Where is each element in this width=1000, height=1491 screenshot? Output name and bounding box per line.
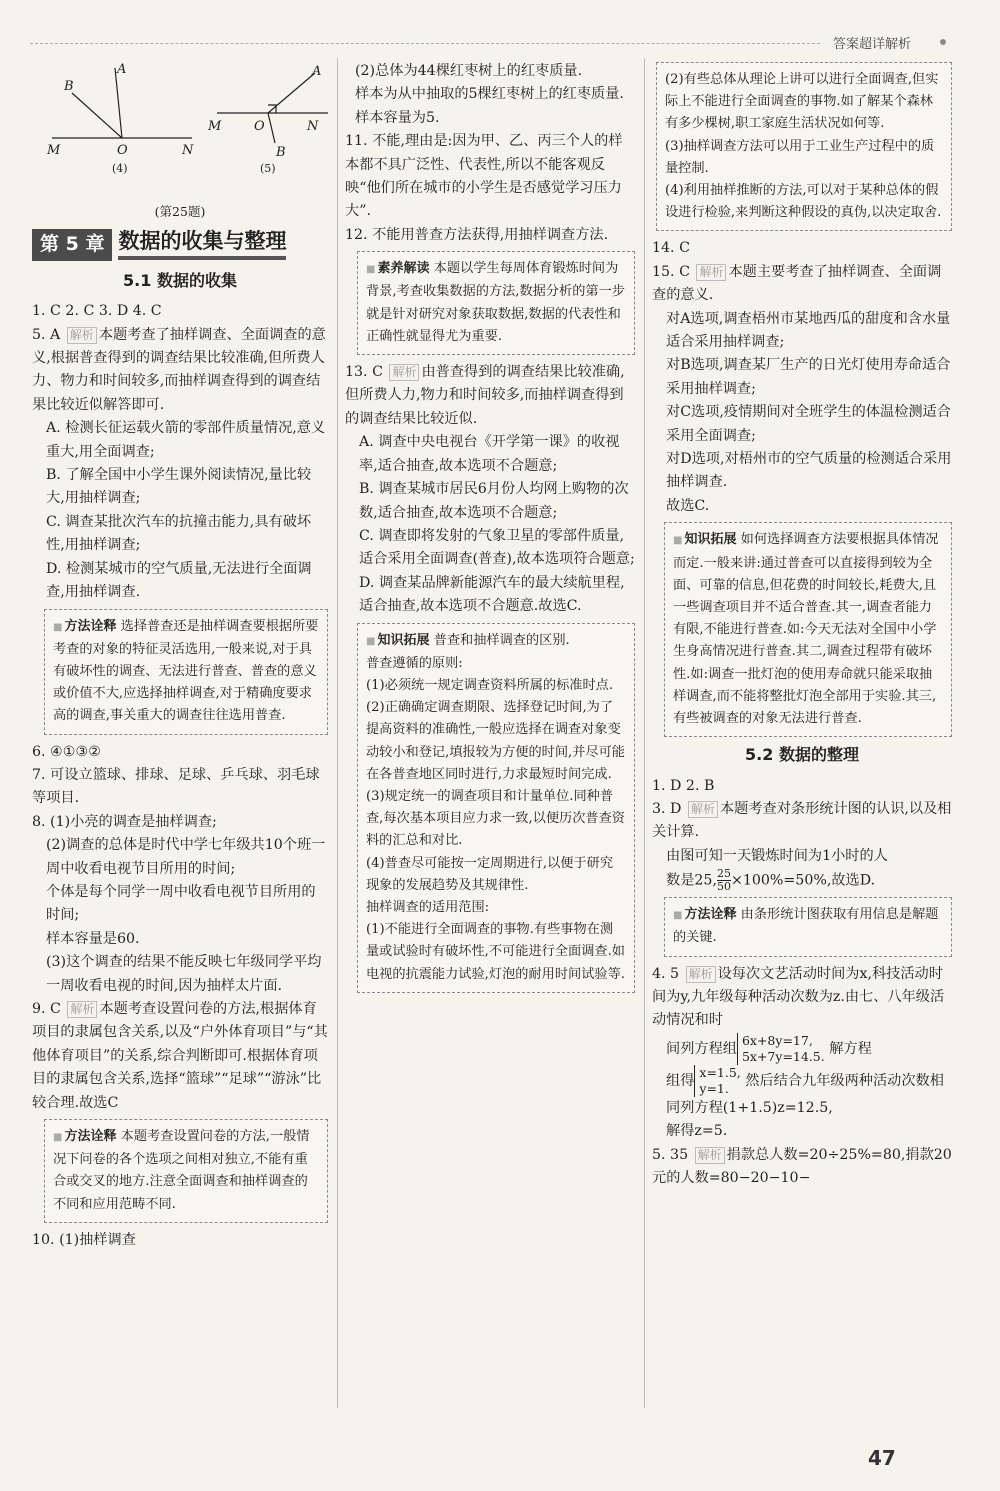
answer-line: 间列方程组 6x+8y=17, 5x+7y=14.5. 解方程 (666, 1032, 872, 1064)
point-label: A (312, 64, 322, 79)
answer-line: 1. C 2. C 3. D 4. C (32, 303, 162, 320)
figure-sublabel: (5) (260, 162, 276, 175)
answer-line: 解得z=5. (666, 1123, 728, 1140)
answer-line: (2)总体为44棵红枣树上的红枣质量. (355, 63, 583, 79)
answer-line: 对A选项,调查梧州市某地西瓜的甜度和含水量适合采用抽样调查; (666, 310, 951, 351)
box-text: (2)有些总体从理论上讲可以进行全面调查,但实际上不能进行全面调查的事物.如了解某个森林有多少棵树,职工家庭生活状况如何等. (665, 72, 939, 132)
geometry-figure (32, 58, 328, 208)
answer-line: 组得 x=1.5, y=1. 然后结合九年级两种活动次数相同列方程(1+1.5)z=12.5, (666, 1064, 944, 1116)
point-label: O (254, 119, 265, 134)
answer-item: 4. 5 解析 设每次文艺活动时间为x,科技活动时间为y,九年级每种活动次数为z.由七、八年级活动情况和时 (652, 965, 945, 1029)
point-label: B (64, 79, 74, 94)
box-text: 普查遵循的原则: (366, 655, 463, 671)
box-text: (4)普查尽可能按一定周期进行,以便于研究现象的发展趋势及其规律性. (366, 855, 614, 893)
answer-line: A. 检测长征运载火箭的零部件质量情况,意义重大,用全面调查; (46, 420, 326, 460)
box-title: ■ 知识拓展 (673, 532, 736, 547)
answer-item: 9. C 解析 本题考查设置问卷的方法,根据体育项目的隶属包含关系,以及“户外体育项目”与“其他体育项目”的关系,综合判断即可.根据体育项目的隶属包含关系,选择“篮球”“足球”“游泳”比较合理.故选C (32, 1000, 328, 1111)
section-title: 5.2 数据的整理 (745, 745, 859, 765)
box-text: 抽样调查的适用范围: (366, 899, 490, 915)
solution-system: x=1.5, y=1. (694, 1065, 740, 1097)
answer-line: 样本容量是60. (46, 930, 140, 947)
answer-line: B. 调查某城市居民6月份人均网上购物的次数,适合抽查,故本选项不合题意; (359, 481, 629, 521)
analysis-tag: 解析 (686, 966, 716, 983)
answer-line: 6. ④①③② (32, 743, 101, 760)
answer-line: D. 调查某品牌新能源汽车的最大续航里程,适合抽查,故本选项不合题意.故选C. (359, 574, 625, 615)
point-label: O (117, 143, 128, 158)
answer-line: 10. (1)抽样调查 (32, 1231, 136, 1248)
answer-line: 样本容量为5. (355, 109, 440, 126)
answer-line: 14. C (652, 240, 690, 257)
box-text: (3)规定统一的调查项目和计量单位.同种普查,每次基本项目应力求一致,以便历次普查资料的汇总和对比. (366, 788, 625, 849)
box-text: (1)不能进行全面调查的事物.有些事物在测量或试验时有破坏性,不可能进行全面调查.如电视的抗震能力试验,灯泡的耐用时间试验等. (366, 922, 625, 982)
header-dot (940, 39, 946, 45)
answer-line: (2)调查的总体是时代中学七年级共10个班一周中收看电视节目所用的时间; (46, 837, 326, 877)
chapter-title: 数据的收集与整理 (118, 230, 286, 259)
box-text: 选择普查还是抽样调查要根据所要考查的对象的特征灵活选用,一般来说,对于具有破坏性的调查、无法进行普查、普查的意义或价值不大,应选择抽样调查,对于精确度要求高的调查,事关重大的调查往往选用普查. (53, 618, 319, 724)
box-text: 普查和抽样调查的区别. (433, 632, 570, 648)
point-label: M (208, 119, 222, 134)
figure-sublabel: (4) (112, 162, 128, 175)
box-title: ■ 方法诠释 (673, 907, 736, 922)
answer-line: C. 调查即将发射的气象卫星的零部件质量,适合采用全面调查(普查),故本选项符合题意; (359, 527, 635, 568)
literacy-box (357, 251, 635, 355)
point-label: B (276, 145, 286, 160)
box-title: ■ 方法诠释 (53, 619, 116, 634)
chapter-number: 第 5 章 (32, 229, 112, 260)
column-divider (644, 58, 645, 1408)
answer-line: 数是25, $\frac{25}{50}$ ×100%=50%,故选D. (666, 867, 876, 894)
answer-line: 8. (1)小亮的调查是抽样调查; (32, 813, 217, 830)
fraction: $\frac{25}{50}$ (716, 867, 731, 894)
answer-line: 对B选项,调查某厂生产的日光灯使用寿命适合采用抽样调查; (666, 357, 951, 397)
figure-caption: (第25题) (154, 204, 206, 219)
box-text: 本题以学生每周体育锻炼时间为背景,考查收集数据的方法,数据分析的第一步就是针对研究对象获取数据,数据的代表性和正确性就显得尤为重要. (366, 261, 625, 344)
answer-line: (3)这个调查的结果不能反映七年级同学平均一周收看电视的时间,因为抽样太片面. (46, 954, 322, 994)
answer-line: 11. 不能,理由是:因为甲、乙、丙三个人的样本都不具广泛性、代表性,所以不能客观反映“他们所在城市的小学生是否感觉学习压力大”. (345, 133, 623, 220)
answer-item: 13. C 解析 由普查得到的调查结果比较准确,但所费人力,物力和时间较多,而抽样调查得到的调查结果比较近似. (345, 364, 625, 427)
box-text: (4)利用抽样推断的方法,可以对于某种总体的假设进行检验,来判断这种假设的真伪,以决定取舍. (665, 183, 942, 221)
knowledge-box (357, 623, 635, 993)
geometry-figure-svg (32, 58, 328, 208)
point-label: N (182, 143, 194, 158)
answer-line: 1. D 2. B (652, 777, 715, 794)
method-box (664, 897, 952, 956)
column-middle (345, 60, 635, 999)
analysis-tag: 解析 (67, 327, 97, 344)
section-title: 5.1 数据的收集 (123, 270, 237, 290)
analysis-tag: 解析 (67, 1001, 97, 1018)
chapter-heading (32, 229, 328, 260)
header-title: 答案超详解析 (833, 37, 912, 52)
answer-item: 5. A 解析 本题考查了抽样调查、全面调查的意义,根据普查得到的调查结果比较准确,但所费人力、物力和时间较多,而抽样调查得到的调查结果比较近似解答即可. (32, 326, 326, 413)
box-text: 如何选择调查方法要根据具体情况而定.一般来讲:通过普查可以直接得到较为全面、可靠的信息,但花费的时间较长,耗费大,且一些调查项目并不适合普查.其一,调查者能力有限,不能进行普查.如:今天无法对全国中小学生身高情况进行普查.其二,调查过程带有破坏性.如:调查一批灯泡的使用寿命就只能采取抽样调查,而不能将整批灯泡全部用于实验.其三,有些被调查的对象无法进行普查. (673, 532, 939, 726)
analysis-tag: 解析 (696, 264, 726, 281)
box-text: (1)必须统一规定调查资料所属的标准时点. (366, 677, 614, 693)
knowledge-box-continued (656, 62, 952, 231)
answer-line: 对C选项,疫情期间对全班学生的体温检测适合采用全面调查; (666, 404, 951, 444)
equation-system: 6x+8y=17, 5x+7y=14.5. (737, 1033, 825, 1065)
answer-line: D. 检测某城市的空气质量,无法进行全面调查,用抽样调查. (46, 560, 312, 601)
answer-line: 故选C. (666, 497, 710, 514)
analysis-tag: 解析 (695, 1147, 725, 1164)
answer-line: A. 调查中央电视台《开学第一课》的收视率,适合抽查,故本选项不合题意; (359, 434, 620, 474)
point-label: M (47, 143, 61, 158)
box-text: (3)抽样调查方法可以用于工业生产过程中的质量控制. (665, 138, 935, 176)
box-text: 本题考查设置问卷的方法,一般情况下问卷的各个选项之间相对独立,不能有重合或交叉的地方.注意全面调查和抽样调查的不同和应用范畴不同. (53, 1129, 310, 1212)
answer-line: 由图可知一天锻炼时间为1小时的人 (666, 847, 888, 864)
knowledge-box (664, 522, 952, 737)
column-divider (337, 58, 338, 1408)
header-rule (30, 43, 820, 44)
box-title: ■ 素养解读 (366, 261, 429, 276)
answer-line: B. 了解全国中小学生课外阅读情况,量比较大,用抽样调查; (46, 467, 312, 507)
answer-item: 3. D 解析 本题考查对条形统计图的认识,以及相关计算. (652, 800, 952, 841)
page-number: 47 (868, 1446, 896, 1470)
answer-item: 5. 35 解析 捐款总人数=20÷25%=80,捐款20元的人数=80−20−10− (652, 1146, 952, 1186)
point-label: N (307, 119, 319, 134)
answer-line: 12. 不能用普查方法获得,用抽样调查方法. (345, 226, 609, 243)
answer-item: 15. C 解析 本题主要考查了抽样调查、全面调查的意义. (652, 263, 942, 304)
box-text: (2)正确确定调查期限、选择登记时间,为了提高资料的准确性,一般应选择在调查对象变动较小和登记,填报较为方便的时间,并尽可能在各普查地区同时进行,力求最短时间完成. (366, 700, 625, 782)
analysis-tag: 解析 (389, 364, 419, 381)
box-text: 由条形统计图获取有用信息是解题的关键. (673, 907, 939, 946)
answer-line: 7. 可设立篮球、排球、足球、乒乓球、羽毛球等项目. (32, 766, 320, 807)
answer-line: 样本为从中抽取的5棵红枣树上的红枣质量. (355, 86, 624, 103)
analysis-tag: 解析 (688, 801, 718, 818)
box-title: ■ 知识拓展 (366, 633, 429, 648)
method-box (44, 609, 328, 735)
point-label: A (117, 62, 127, 77)
box-title: ■ 方法诠释 (53, 1129, 116, 1144)
answer-line: 个体是每个同学一周中收看电视节目所用的时间; (46, 883, 316, 924)
method-box (44, 1119, 328, 1223)
column-right (652, 58, 952, 1190)
answer-line: 对D选项,对梧州市的空气质量的检测适合采用抽样调查. (666, 451, 952, 491)
answer-line: C. 调查某批次汽车的抗撞击能力,具有破坏性,用抽样调查; (46, 513, 312, 554)
column-left (32, 58, 328, 1252)
